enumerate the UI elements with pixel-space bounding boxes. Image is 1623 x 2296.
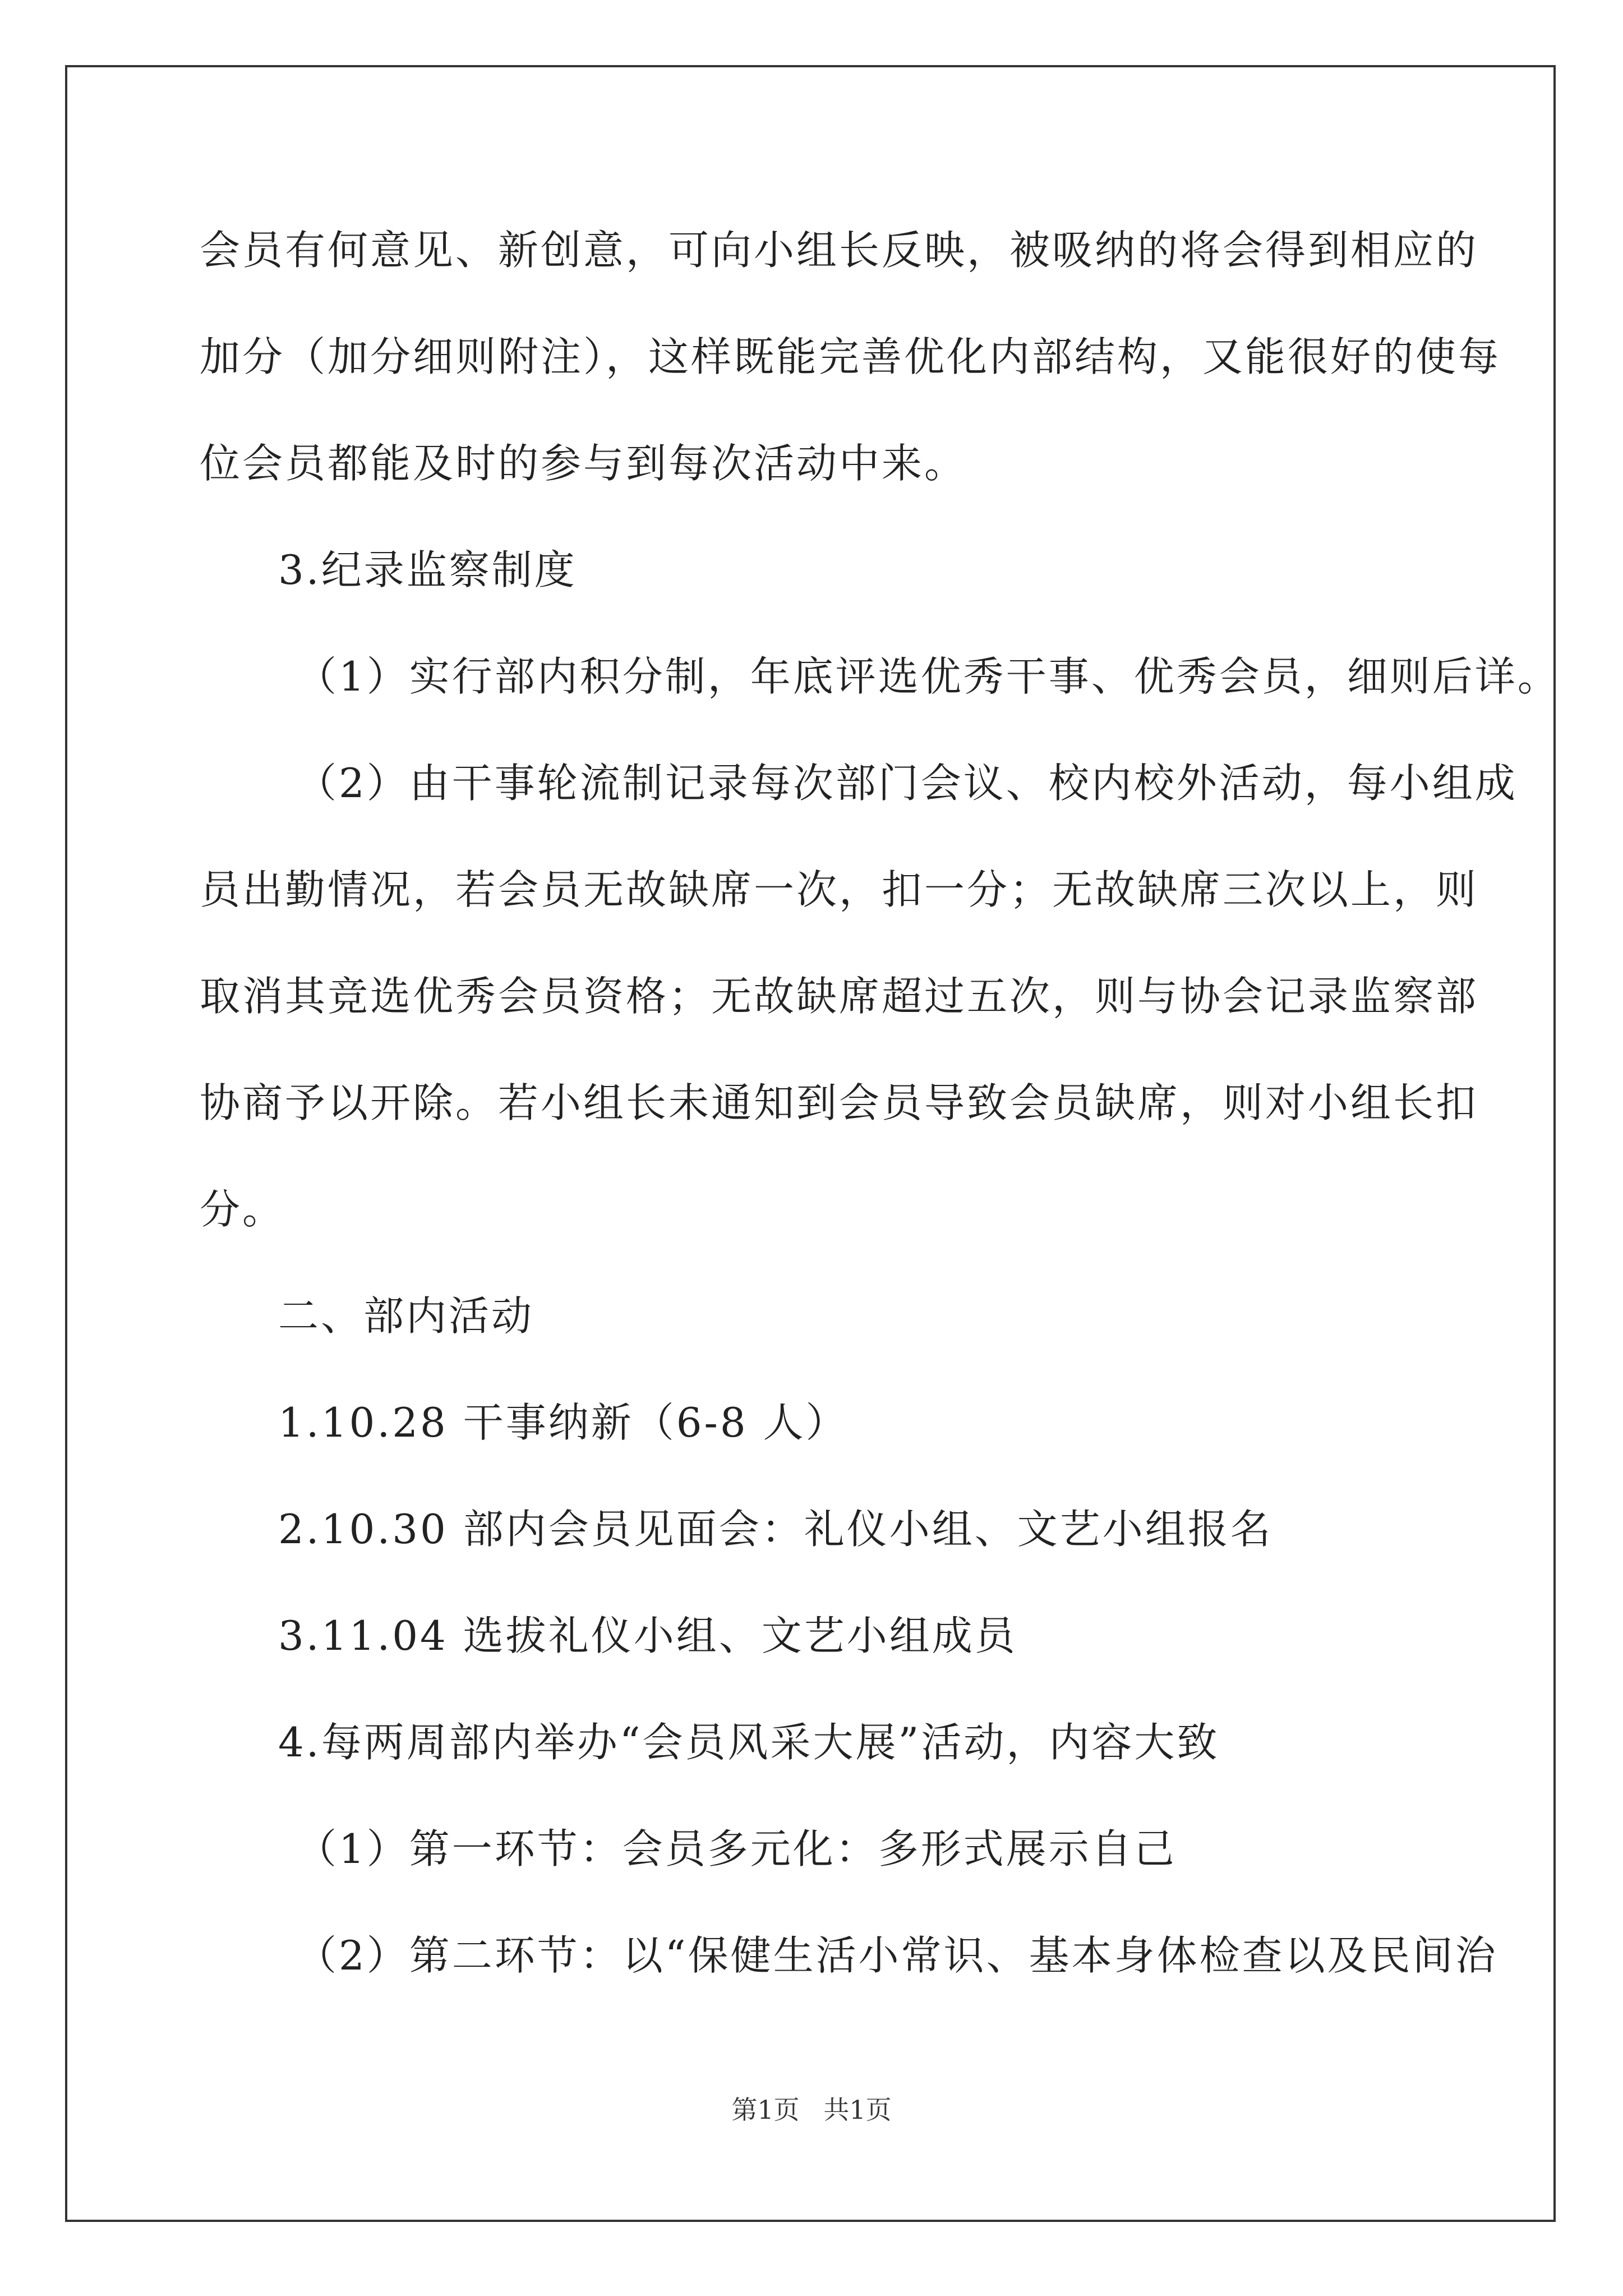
list-item: 2.10.30 部内会员见面会：礼仪小组、文艺小组报名 (278, 1506, 1273, 1553)
list-item: （1）第一环节：会员多元化：多形式展示自己 (296, 1825, 1177, 1872)
body-text-line: 员出勤情况，若会员无故缺席一次，扣一分；无故缺席三次以上，则 (200, 866, 1479, 913)
body-text-line: 协商予以开除。若小组长未通知到会员导致会员缺席，则对小组长扣 (200, 1079, 1479, 1126)
body-text-line: 位会员都能及时的参与到每次活动中来。 (200, 440, 967, 487)
page-number: 第1页 (731, 2095, 800, 2125)
body-text-line: （1）实行部内积分制，年底评选优秀干事、优秀会员，细则后详。 (296, 653, 1560, 700)
list-item: 4.每两周部内举办“会员风采大展”活动，内容大致 (278, 1719, 1220, 1766)
section-heading: 二、部内活动 (278, 1292, 534, 1340)
list-item: （2）第二环节：以“保健生活小常识、基本身体检查以及民间治 (296, 1932, 1498, 1979)
body-text-line: （2）由干事轮流制记录每次部门会议、校内校外活动，每小组成 (296, 760, 1518, 807)
body-text-line: 会员有何意见、新创意，可向小组长反映，被吸纳的将会得到相应的 (200, 227, 1479, 274)
total-pages: 共1页 (823, 2095, 892, 2125)
page-footer (0, 2097, 1623, 2123)
body-text-line: 分。 (200, 1186, 285, 1233)
body-text-line: 取消其竞选优秀会员资格；无故缺席超过五次，则与协会记录监察部 (200, 973, 1479, 1020)
list-item: 1.10.28 干事纳新（6-8 人） (278, 1399, 849, 1446)
list-item: 3.11.04 选拔礼仪小组、文艺小组成员 (278, 1612, 1017, 1659)
page-border (65, 65, 1556, 2222)
body-text-line: 加分（加分细则附注），这样既能完善优化内部结构，又能很好的使每 (200, 333, 1501, 380)
section-heading: 3.纪录监察制度 (278, 546, 577, 593)
